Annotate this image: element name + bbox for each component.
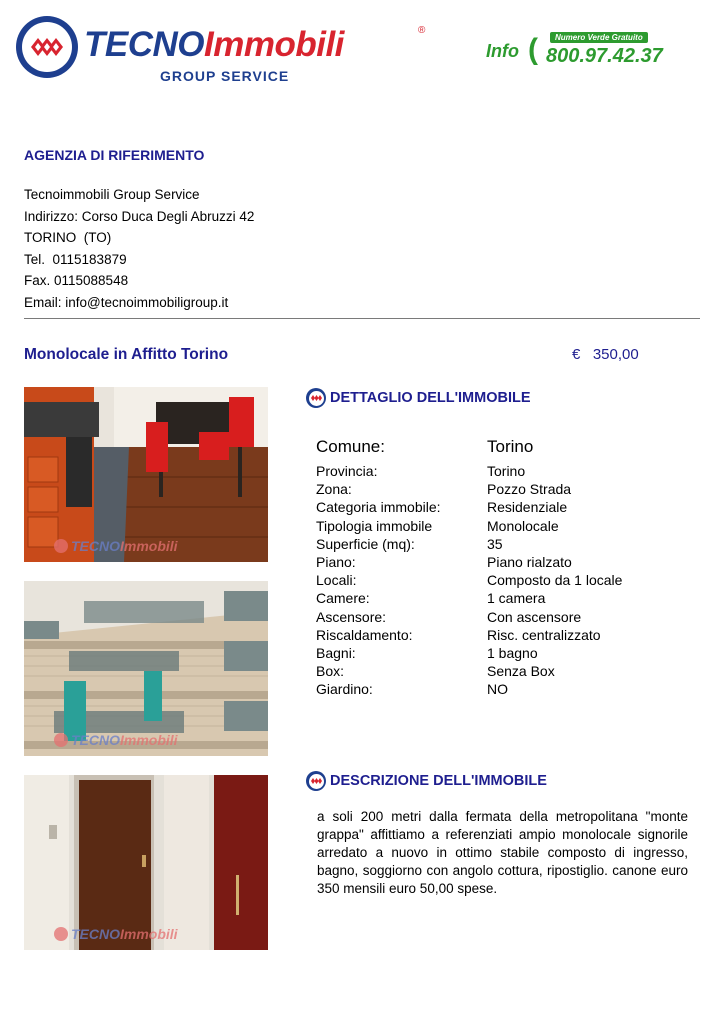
registered-mark: ® xyxy=(418,25,426,36)
description-text: a soli 200 metri dalla fermata della metropolitana "monte grappa" affittiamo a referenziati ampio monolocale signorile arredato a nuovo in ottimo stabile composto di ingresso, bagno, soggiorno con angolo cottura, ripostiglio. canone euro 350 mensili euro 50,00 spese. xyxy=(317,809,688,896)
brand-bullet-icon xyxy=(306,771,326,791)
listing-price: € 350,00 xyxy=(572,346,639,363)
brand-part2: Immobili xyxy=(204,25,344,64)
comune-label: Comune: xyxy=(316,437,385,456)
divider xyxy=(24,318,700,319)
logo-icon xyxy=(16,16,78,78)
photo-watermark: TECNOImmobili xyxy=(54,538,178,554)
watermark-logo-icon xyxy=(54,733,68,747)
detail-row-box: Box: Senza Box xyxy=(316,663,555,680)
photo-watermark: TECNOImmobili xyxy=(54,732,178,748)
brand-bullet-icon xyxy=(306,388,326,408)
description-section-header xyxy=(306,771,547,791)
subbrand: GROUP SERVICE xyxy=(160,68,290,84)
detail-row-superficie: Superficie (mq): 35 xyxy=(316,535,503,552)
brand-part1: TECNO xyxy=(84,25,204,64)
description-section-title: DESCRIZIONE DELL'IMMOBILE xyxy=(330,773,547,789)
detail-row-camere: Camere: 1 camera xyxy=(316,590,546,607)
comune-value: Torino xyxy=(487,437,534,456)
details-section-header xyxy=(306,388,531,408)
detail-row-piano: Piano: Piano rialzato xyxy=(316,553,572,570)
property-photo-door[interactable] xyxy=(24,775,268,950)
detail-row-zona: Zona: Pozzo Strada xyxy=(316,481,572,498)
phone-icon: ( xyxy=(528,33,538,66)
detail-row-ascensore: Ascensore: Con ascensore xyxy=(316,608,582,625)
watermark-logo-icon xyxy=(54,927,68,941)
property-photo-kitchen[interactable] xyxy=(24,387,268,562)
detail-row-riscaldamento: Riscaldamento: Risc. centralizzato xyxy=(316,626,601,643)
agency-address: Indirizzo: Corso Duca Degli Abruzzi 42 xyxy=(24,208,255,224)
agency-info xyxy=(24,184,254,314)
toll-free-number[interactable]: 800.97.42.37 xyxy=(546,45,663,67)
agency-name: Tecnoimmobili Group Service xyxy=(24,187,200,202)
watermark-logo-icon xyxy=(54,539,68,553)
detail-row-bagni: Bagni: 1 bagno xyxy=(316,644,538,661)
detail-row-giardino: Giardino: NO xyxy=(316,681,508,698)
detail-row-provincia: Provincia: Torino xyxy=(316,463,526,479)
info-label: Info xyxy=(486,41,519,61)
agency-fax: Fax. 0115088548 xyxy=(24,273,129,289)
agency-phone: Tel. 0115183879 xyxy=(24,251,127,267)
details-section-title: DETTAGLIO DELL'IMMOBILE xyxy=(330,390,531,406)
detail-row-categoria: Categoria immobile: Residenziale xyxy=(316,499,568,516)
photo-watermark: TECNOImmobili xyxy=(54,926,178,942)
agency-city: TORINO (TO) xyxy=(24,230,112,246)
details-table xyxy=(316,462,696,698)
listing-title: Monolocale in Affitto Torino xyxy=(24,346,229,363)
toll-free-badge: Numero Verde Gratuito xyxy=(550,32,648,43)
brand-logotype xyxy=(84,27,344,62)
agency-title: AGENZIA DI RIFERIMENTO xyxy=(24,147,205,163)
property-photo-building[interactable] xyxy=(24,581,268,756)
detail-row-tipologia: Tipologia immobile Monolocale xyxy=(316,517,559,534)
agency-email[interactable]: Email: info@tecnoimmobiligroup.it xyxy=(24,294,229,310)
detail-row-locali: Locali: Composto da 1 locale xyxy=(316,572,623,589)
